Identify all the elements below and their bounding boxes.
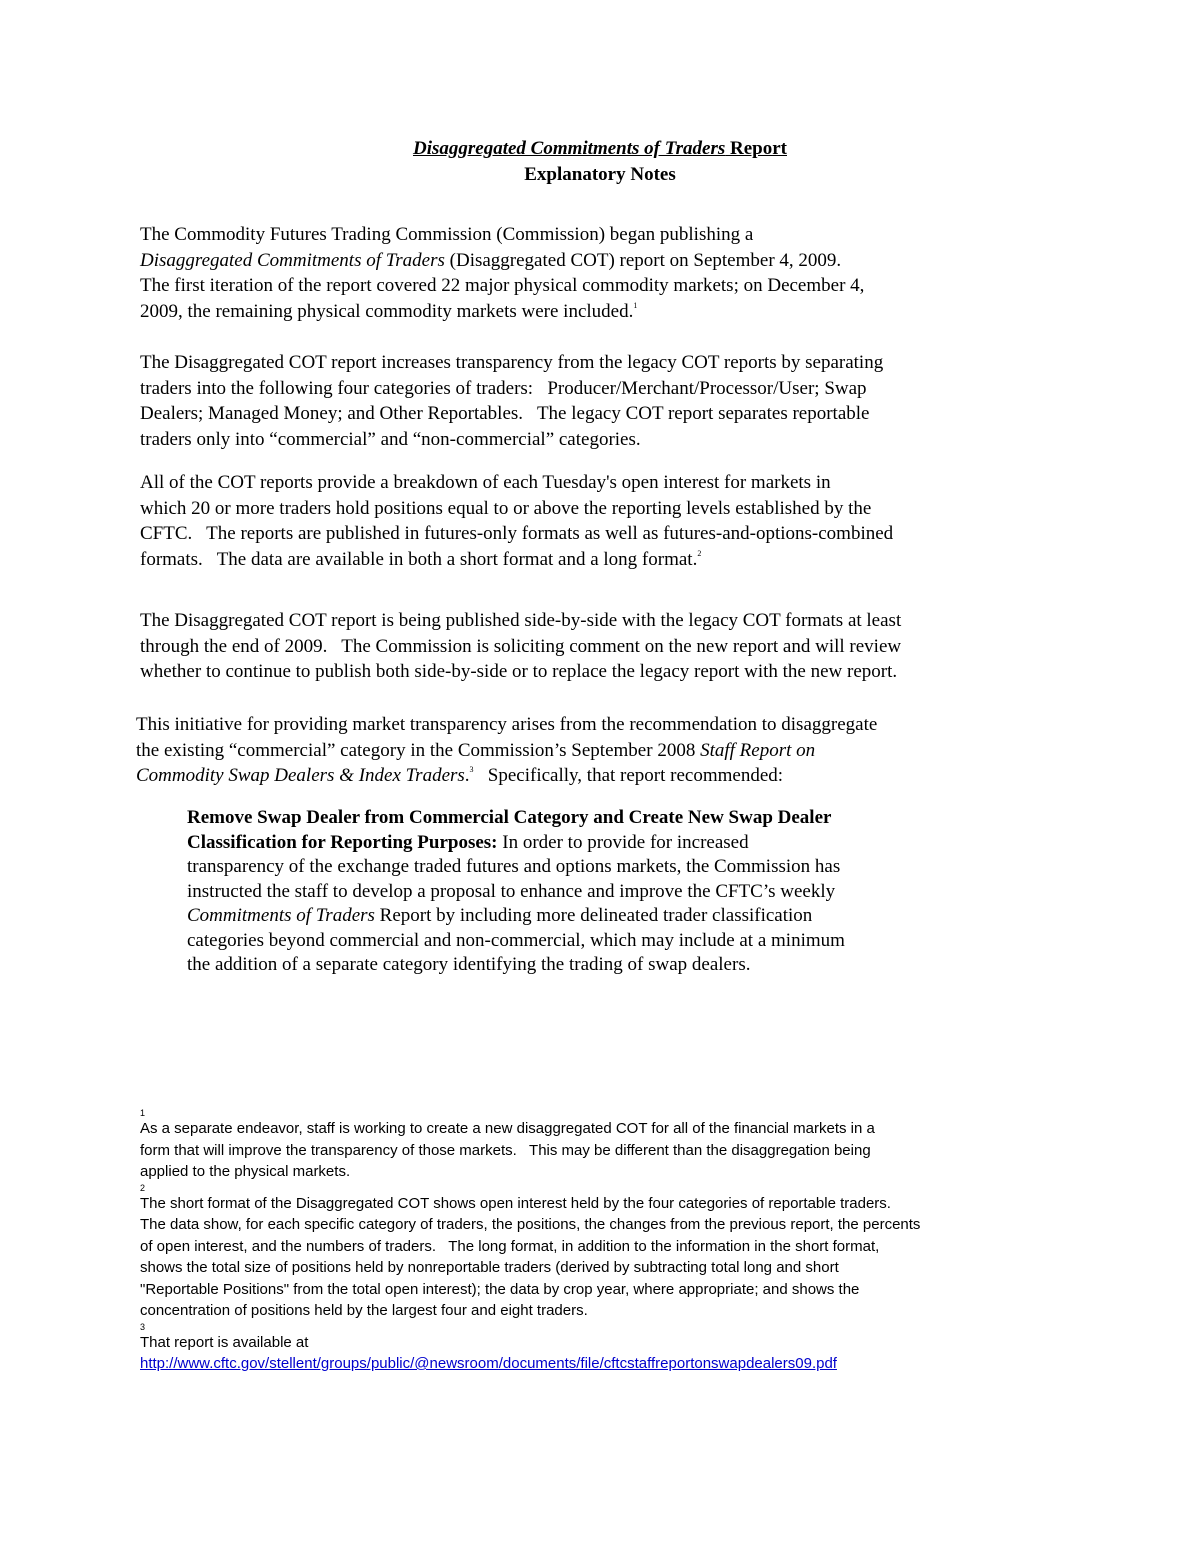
footnote-line: The short format of the Disaggregated COT shows open interest held by the four categories of reportable traders. [140, 1194, 891, 1212]
footnote-line: shows the total size of positions held by nonreportable traders (derived by subtracting total long and short [140, 1259, 839, 1276]
text-line [136, 763, 1056, 789]
footnote-line: The data show, for each specific category of traders, the positions, the changes from the previous report, the percents [140, 1216, 921, 1233]
text-line: whether to continue to publish both side-by-side or to replace the legacy report with the new report. [140, 661, 898, 682]
footnote-line: "Reportable Positions" from the total open interest); the data by crop year, where appropriate; and shows the [140, 1280, 860, 1298]
text-span: 2009, the remaining physical commodity markets were included. [140, 300, 634, 322]
block-quote-recommendation [187, 806, 987, 978]
text-line: traders only into “commercial” and “non-commercial” categories. [140, 428, 641, 450]
text-line: which 20 or more traders hold positions equal to or above the reporting levels established by the [140, 497, 872, 519]
text-line: Dealers; Managed Money; and Other Reportables. The legacy COT report separates reportable [140, 403, 870, 424]
text-line: The Disaggregated COT report increases transparency from the legacy COT reports by separating [140, 352, 884, 373]
footnote-ref[interactable]: 1 [633, 300, 638, 310]
text-line [187, 806, 987, 831]
footnote-mark: 1 [140, 1108, 146, 1118]
text-line: instructed the staff to develop a proposal to enhance and improve the CFTC’s weekly [187, 880, 836, 902]
text-span: formats. The data are available in both a short format and a long format. [140, 548, 698, 570]
italic-text: Commodity Swap Dealers & Index Traders [136, 765, 465, 786]
text-line: the addition of a separate category identifying the trading of swap dealers. [187, 954, 751, 975]
footnote-line: form that will improve the transparency of those markets. This may be different than the disaggregation being [140, 1141, 871, 1159]
footnote-2 [140, 1183, 1070, 1322]
footnote-1 [140, 1108, 1070, 1183]
text-span: the existing “commercial” category in the Commission’s September 2008 [136, 739, 701, 761]
text-line: The Commodity Futures Trading Commission (Commission) began publishing a [140, 224, 754, 245]
text-line: transparency of the exchange traded futures and options markets, the Commission has [187, 856, 841, 877]
text-line [140, 248, 1060, 274]
title-italic: Disaggregated Commitments of Traders [412, 138, 726, 159]
paragraph-intro [140, 222, 1060, 324]
footnote-line: That report is available at [140, 1333, 309, 1351]
text-span: Specifically, that report recommended: [473, 765, 784, 786]
bold-text: Remove Swap Dealer from Commercial Category and Create New Swap Dealer [187, 807, 832, 828]
paragraph-categories [140, 350, 1060, 452]
text-span: Report by including more delineated trader classification [374, 905, 813, 926]
paragraph-side-by-side [140, 608, 1060, 685]
text-span: . [464, 765, 470, 786]
text-line: traders into the following four categories of traders: Producer/Merchant/Processor/User; Swap [140, 377, 867, 399]
footnote-line [140, 1353, 1070, 1375]
text-line [136, 738, 1056, 764]
footnotes [140, 1108, 1070, 1375]
text-line: The first iteration of the report covered 22 major physical commodity markets; on December 4, [140, 275, 865, 296]
title-plain: Report [725, 138, 787, 159]
text-line: The Disaggregated COT report is being published side-by-side with the legacy COT formats at least [140, 610, 902, 631]
footnote-3 [140, 1322, 1070, 1375]
paragraph-breakdown [140, 470, 1060, 572]
text-line: CFTC. The reports are published in futures-only formats as well as futures-and-options-combined [140, 523, 894, 544]
report-link[interactable]: http://www.cftc.gov/stellent/groups/public/@newsroom/documents/file/cftcstaffreportonswapdealers09.pdf [140, 1355, 837, 1372]
italic-text: Staff Report on [700, 739, 816, 761]
text-line: All of the COT reports provide a breakdown of each Tuesday's open interest for markets in [140, 472, 831, 493]
text-line [140, 547, 1060, 573]
italic-text: Disaggregated Commitments of Traders [140, 249, 445, 271]
footnote-ref[interactable]: 3 [469, 765, 474, 774]
text-line: This initiative for providing market transparency arises from the recommendation to disaggregate [136, 714, 878, 735]
footnote-line: As a separate endeavor, staff is working to create a new disaggregated COT for all of the financial markets in a [140, 1120, 875, 1137]
text-line [187, 831, 987, 856]
footnote-line: of open interest, and the numbers of traders. The long format, in addition to the information in the short format, [140, 1237, 880, 1255]
text-line [140, 299, 1060, 325]
bold-text: Classification for Reporting Purposes: [187, 831, 498, 853]
text-line: through the end of 2009. The Commission is soliciting comment on the new report and will review [140, 635, 902, 657]
document-title-block [0, 136, 1200, 188]
text-span: In order to provide for increased [497, 831, 749, 853]
document-subtitle: Explanatory Notes [524, 164, 676, 185]
footnote-mark: 2 [140, 1182, 146, 1193]
document-title [0, 136, 1200, 162]
footnote-line: applied to the physical markets. [140, 1163, 351, 1180]
text-line: categories beyond commercial and non-commercial, which may include at a minimum [187, 929, 845, 951]
footnote-mark: 3 [140, 1321, 146, 1332]
footnote-line: concentration of positions held by the largest four and eight traders. [140, 1302, 588, 1319]
paragraph-initiative [136, 712, 1056, 789]
text-line [187, 904, 987, 929]
italic-text: Commitments of Traders [187, 905, 375, 926]
footnote-ref[interactable]: 2 [697, 548, 702, 558]
text-span: (Disaggregated COT) report on September 4, 2009. [444, 249, 842, 271]
